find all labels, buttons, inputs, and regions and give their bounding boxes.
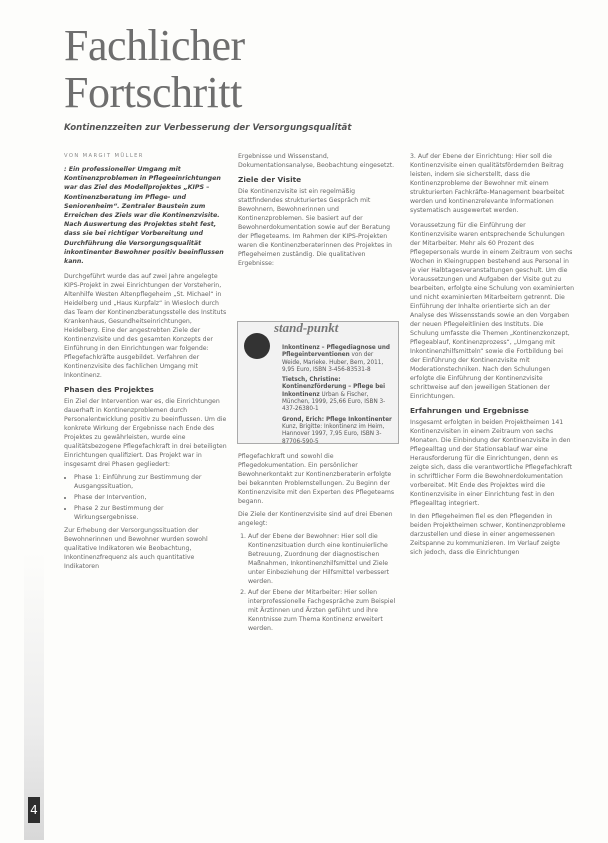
column-2 xyxy=(238,152,400,272)
title-line-1: Fachlicher xyxy=(64,21,245,70)
phase-list xyxy=(64,473,228,522)
literature-box xyxy=(237,321,399,444)
section-heading: Erfahrungen und Ergebnisse xyxy=(410,406,529,415)
list-item: • Phase 2 zur Bestimmung der Wirkungsergebnisse. xyxy=(74,504,228,522)
body-paragraph: Die Kontinenzvisite ist ein regelmäßig stattfindendes strukturiertes Gespräch mit Bewohnern, Bewohnerinnen und Kontinenzproblemen. Sie basiert auf der Bewohnerdokumentation sowie auf der Beratung der Pflegeteams. Im Rahmen der KIPS-Projekten waren die Kontinenzberaterinnen des Projektes in Pflegeheimen zuständig. Die qualitativen Ergebnisse: xyxy=(238,188,392,267)
article-subtitle: Kontinenzzeiten zur Verbesserung der Versorgungsqualität xyxy=(64,123,352,133)
book-entry: Inkontinenz – Pflegediagnose und Pflegeinterventionen von der Weide, Marieke. Huber, Bern, 2011, 9,95 Euro, ISBN 3-456-83531-8 xyxy=(282,345,390,373)
list-item: 2. Auf der Ebene der Mitarbeiter: Hier sollen interprofessionelle Fachgespräche zum Beispiel mit Ärztinnen und Ärzten geführt und ihre Kenntnisse zum Thema Kontinenz erweitert werden. xyxy=(248,588,400,633)
body-paragraph: Ein Ziel der Intervention war es, die Einrichtungen dauerhaft in Kontinenzproblemen durch Personalentwicklung positiv zu beeinflussen. Um die konkrete Wirkung der Ergebnisse nach Ende des Projektes zu gewährleisten, wurde eine qualitätsbezogene Pflegefachkraft in drei beteiligten Einrichtungen qualifiziert. Das Projekt war in insgesamt drei Phasen gegliedert: xyxy=(64,398,227,469)
byline: VON MARGIT MÜLLER xyxy=(64,153,144,159)
list-item: • Phase der Intervention, xyxy=(74,493,228,502)
column-1 xyxy=(64,152,228,575)
body-paragraph: Die Ziele der Kontinenzvisite sind auf drei Ebenen angelegt: xyxy=(238,511,393,527)
column-3 xyxy=(410,152,574,561)
page-edge-shading xyxy=(24,120,44,840)
body-paragraph: Pflegefachkraft und sowohl die Pflegedokumentation. Ein persönlicher Bewohnerkontakt zur Kontinenzberaterin erfolgte bei bekannten Problemstellungen. Zu Beginn der Kontinenzvisite mit den Experten des Pflegeteams begann. xyxy=(238,453,395,505)
goal-list xyxy=(238,532,400,633)
body-paragraph: Ergebnisse und Wissenstand, Dokumentationsanalyse, Beobachtung eingesetzt. xyxy=(238,153,395,169)
section-heading: Phasen des Projektes xyxy=(64,385,154,395)
page-number: 4 xyxy=(28,797,40,823)
book-entry: Tietsch, Christine: Kontinenzförderung – Pflege bei Inkontinenz Urban & Fischer, München, 1999, 25,66 Euro, ISBN 3-437-26380-1 xyxy=(282,377,386,413)
title-line-2: Fortschritt xyxy=(64,68,242,117)
body-paragraph: In den Pflegeheimen fiel es den Pflegenden in beiden Projektheimen schwer, Kontinenzprobleme darzustellen und diese in einer angemessenen Zeitspanne zu kommunizieren. Im Verlauf zeigte sich jedoch, dass die Einrichtungen xyxy=(410,513,566,556)
body-paragraph: Insgesamt erfolgten in beiden Projektheimen 141 Kontinenzvisiten in einem Zeitraum von sechs Monaten. Die Einbindung der Kontinenzvisite in den Pflegealltag und der Stationsablauf war eine Herausforderung für die Einrichtungen, denn es zeigte sich, dass die verantwortliche Pflegefachkraft in schriftlicher Form die Bewohnerdokumentation vorbereitet. Mit Ende des Projektes wird die Kontinenzvisite in einer Einrichtung fest in den Pflegealltag integriert. xyxy=(410,419,573,507)
lead-paragraph: : Ein professioneller Umgang mit Kontinenzproblemen in Pflegeeinrichtungen war das Ziel des Modellprojektes „KIPS – Kontinenzberatung im Pflege- und Seniorenheim“. Zentraler Baustein zum Erreichen des Ziels war die Kontinenzvisite. Nach Auswertung des Projektes steht fest, dass sie bei richtiger Vorbereitung und Durchführung die Versorgungsqualität inkontinenter Bewohner positiv beeinflussen kann. xyxy=(64,166,224,266)
body-paragraph: Zur Erhebung der Versorgungssituation der Bewohnerinnen und Bewohner wurden sowohl qualitative Indikatoren wie Beobachtung, Inkontinenzfrequenz als auch quantitative Indikatoren xyxy=(64,527,208,571)
section-heading: Ziele der Visite xyxy=(238,175,302,184)
book-entry: Grond, Erich: Pflege Inkontinenter Kunz, Brigitte: Inkontinenz im Heim, Hannover 1997, 7,95 Euro, ISBN 3-87706-590-5 xyxy=(282,416,392,445)
box-heading: stand-punkt xyxy=(274,320,339,335)
body-paragraph: Voraussetzung für die Einführung der Kontinenzvisite waren entsprechende Schulungen der Mitarbeiter. Mehr als 60 Prozent des Pflegepersonals wurde in einem Zeitraum von sechs Wochen in Kleingruppen bestehend aus Personal in je vier Halbtagesveranstaltungen geschult. Um die Voraussetzungen und Aufgaben der Visite gut zu bearbeiten, erfolgte eine Schulung von examinierten und nicht examinierten Mitarbeitern getrennt. Die Einführung der Inhalte orientierte sich an der Analyse des Wissensstands sowie an den Vorgaben der neuen Pflegeleitlinien des Instituts. Die Schulung umfasste die Themen „Kontinenzkonzept, Pflegeablauf, Kontinenzprozess“, „Umgang mit Inkontinenzhilfsmitteln“ sowie die Fortbildung bei der Einführung der Kontinenzvisite mit Moderationstechniken. Nach den Schulungen erfolgte die Einführung der Kontinenzvisite schrittweise auf den jeweiligen Stationen der Einrichtungen. xyxy=(410,222,575,400)
column-2-lower xyxy=(238,452,400,637)
list-item-3: 3. Auf der Ebene der Einrichtung: Hier soll die Kontinenzvisite einen qualitätsfördernden Beitrag leisten, indem sie sicherstellt, dass die Kontinenzprobleme der Bewohner mit einem strukturierten Fachkräfte-Management bearbeitet werden und kontinenzrelevante Informationen systematisch ausgewertet werden. xyxy=(410,153,565,214)
box-circle-graphic xyxy=(244,333,270,359)
article-title xyxy=(64,22,245,116)
list-item: 1. Auf der Ebene der Bewohner: Hier soll die Kontinenzsituation durch eine kontinuierliche Betreuung, Zuordnung der diagnostischen Maßnahmen, Inkontinenzhilfsmittel und Ziele unter Einbeziehung der Hilfsmittel verbessert werden. xyxy=(248,532,400,586)
body-paragraph: Durchgeführt wurde das auf zwei Jahre angelegte KIPS-Projekt in zwei Einrichtungen der Vorsteherin, Altenhilfe Westen Altenpflegeheim „St. Michael“ in Heidelberg und „Haus Kurpfalz“ in Wiesloch durch das Team der Kontinenzberatungsstelle des Instituts Krankenhaus, Gesundheitseinrichtungen, Heidelberg. Eine der angestrebten Ziele der Kontinenzvisite und des gesamten Konzepts der Einführung in den Einrichtungen war folgende: Pflegefachkräfte ausgebildet. Verfahren der Kontinenzvisite des fachlichen Umgang mit Inkontinenz. xyxy=(64,273,227,380)
box-body xyxy=(282,345,394,449)
list-item: • Phase 1: Einführung zur Bestimmung der Ausgangssituation, xyxy=(74,473,228,491)
